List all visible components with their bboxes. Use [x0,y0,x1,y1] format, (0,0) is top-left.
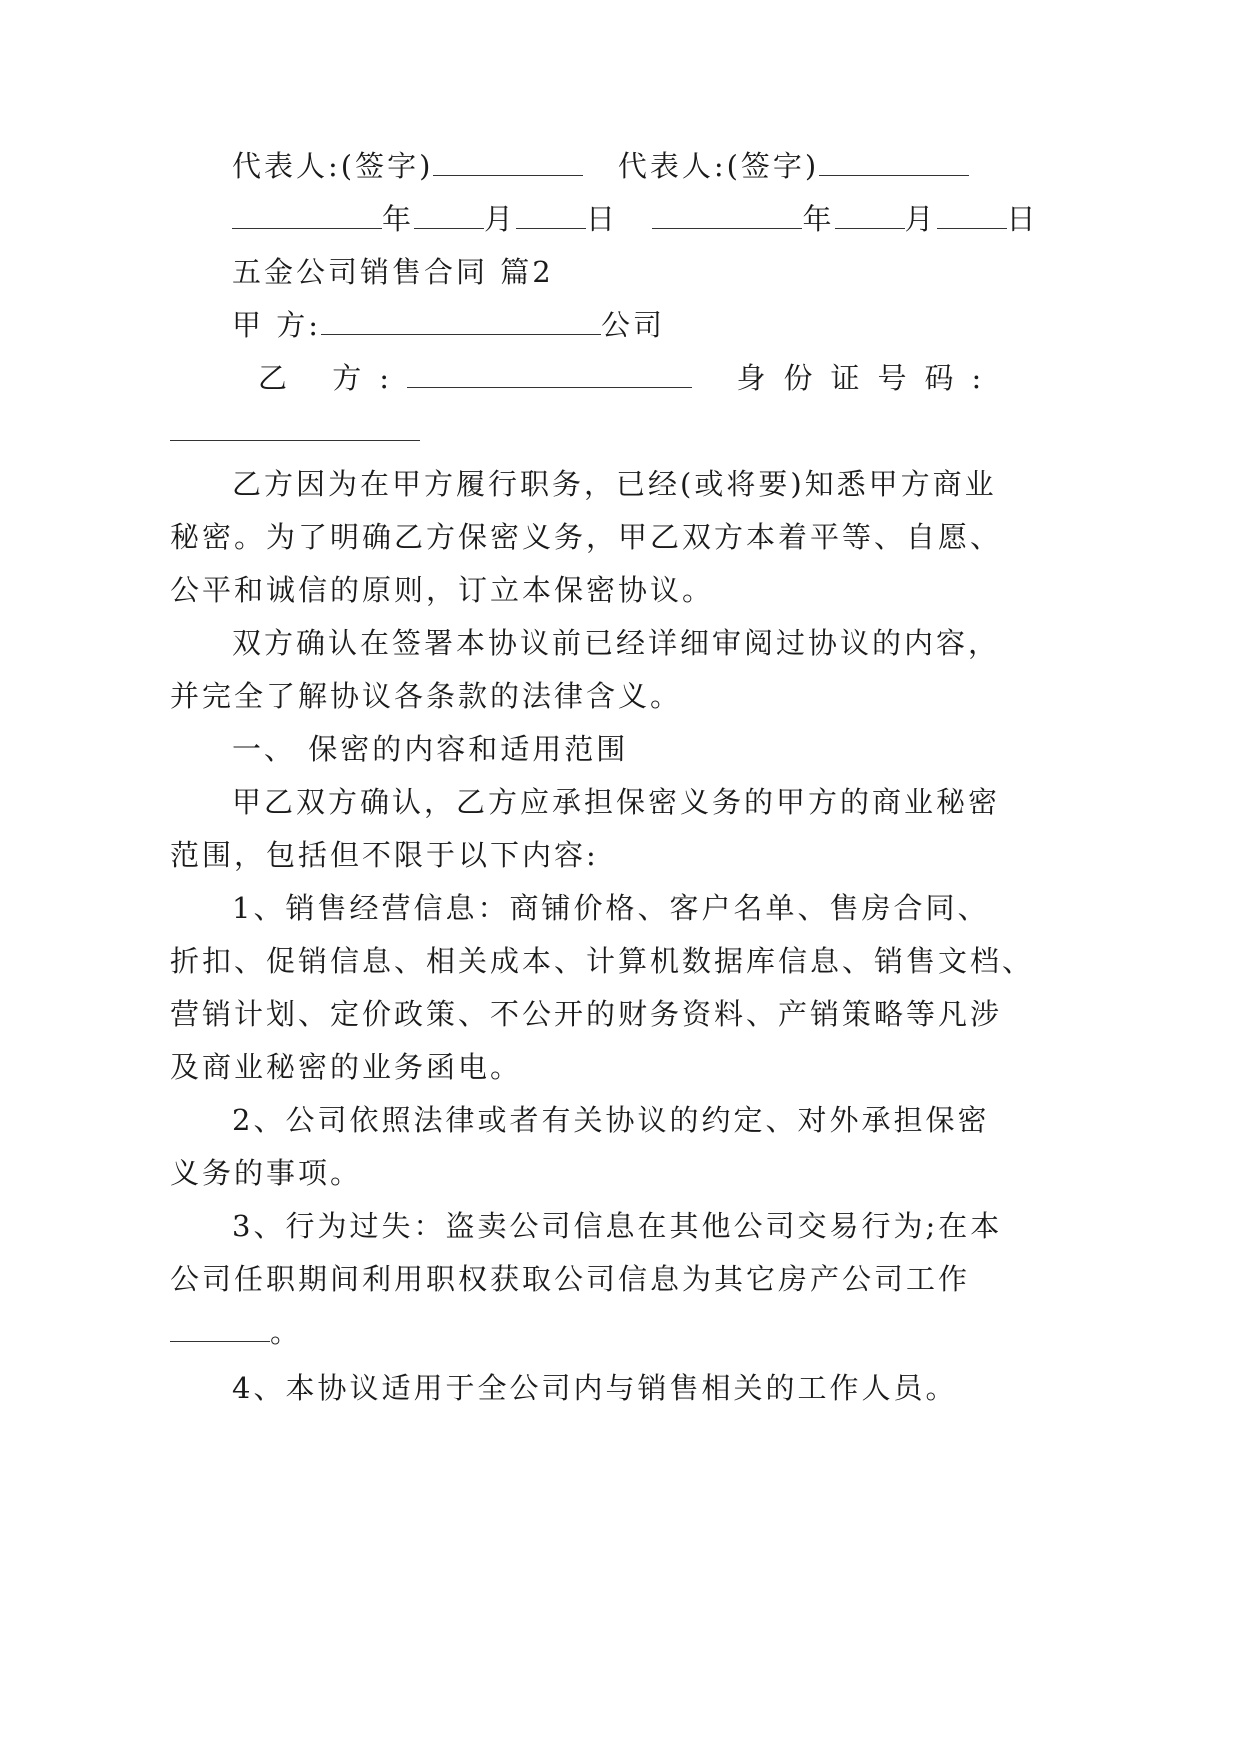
day-label-right: 日 [1006,202,1039,236]
month-label-right: 月 [904,202,937,236]
id-number-blank [170,412,420,441]
day-blank-right [937,200,1007,229]
list-item-line: 公司任职期间利用职权获取公司信息为其它房产公司工作 [170,1262,971,1296]
year-blank-left [232,200,382,229]
month-label: 月 [484,202,517,236]
party-a-label: 甲 方: [232,308,321,342]
list-item-line: 3、行为过失：盗卖公司信息在其他公司交易行为;在本 [232,1209,1003,1243]
list-item-line: 4、本协议适用于全公司内与销售相关的工作人员。 [232,1371,958,1405]
paragraph-line: 并完全了解协议各条款的法律含义。 [170,679,683,713]
year-blank-right [652,200,802,229]
blank-row [170,1312,302,1352]
party-a-row [232,305,665,345]
year-label: 年 [382,202,415,236]
year-label-right: 年 [802,202,835,236]
representative-right-label: 代表人:(签字) [617,149,820,183]
party-b-row [258,358,999,398]
paragraph-line: 双方确认在签署本协议前已经详细审阅过协议的内容， [232,626,1001,660]
section-title: 五金公司销售合同 篇2 [232,255,554,289]
paragraph-line: 公平和诚信的原则，订立本保密协议。 [170,573,715,607]
signature-blank-right [819,147,969,176]
list-item-line: 折扣、促销信息、相关成本、计算机数据库信息、销售文档、 [170,944,1035,978]
paragraph-line: 乙方因为在甲方履行职务，已经(或将要)知悉甲方商业 [232,467,997,501]
list-item-line: 2、公司依照法律或者有关协议的约定、对外承担保密 [232,1103,990,1137]
party-b-blank [407,359,692,388]
work-blank [170,1313,270,1342]
signature-row [232,146,969,186]
paragraph-line: 秘密。为了明确乙方保密义务，甲乙双方本着平等、自愿、 [170,520,1003,554]
trailing-period: 。 [270,1315,303,1349]
month-blank-left [414,200,484,229]
id-number-row [170,411,420,451]
day-label: 日 [586,202,619,236]
party-a-blank [321,306,601,335]
paragraph-line: 范围，包括但不限于以下内容: [170,838,599,872]
date-row [232,199,1039,239]
month-blank-right [835,200,905,229]
list-item-line: 营销计划、定价政策、不公开的财务资料、产销策略等凡涉 [170,997,1003,1031]
party-a-suffix: 公司 [601,308,666,342]
list-item-line: 及商业秘密的业务函电。 [170,1050,523,1084]
representative-left-label: 代表人:(签字) [232,149,434,183]
party-b-label: 乙 方: [258,361,407,395]
paragraph-line: 甲乙双方确认，乙方应承担保密义务的甲方的商业秘密 [232,785,1001,819]
signature-blank-left [433,147,583,176]
day-blank-left [516,200,586,229]
list-item-line: 1、销售经营信息：商铺价格、客户名单、售房合同、 [232,891,990,925]
list-item-line: 义务的事项。 [170,1156,363,1190]
id-number-label: 身份证号码: [736,361,1000,395]
section-heading: 一、 保密的内容和适用范围 [232,732,629,766]
